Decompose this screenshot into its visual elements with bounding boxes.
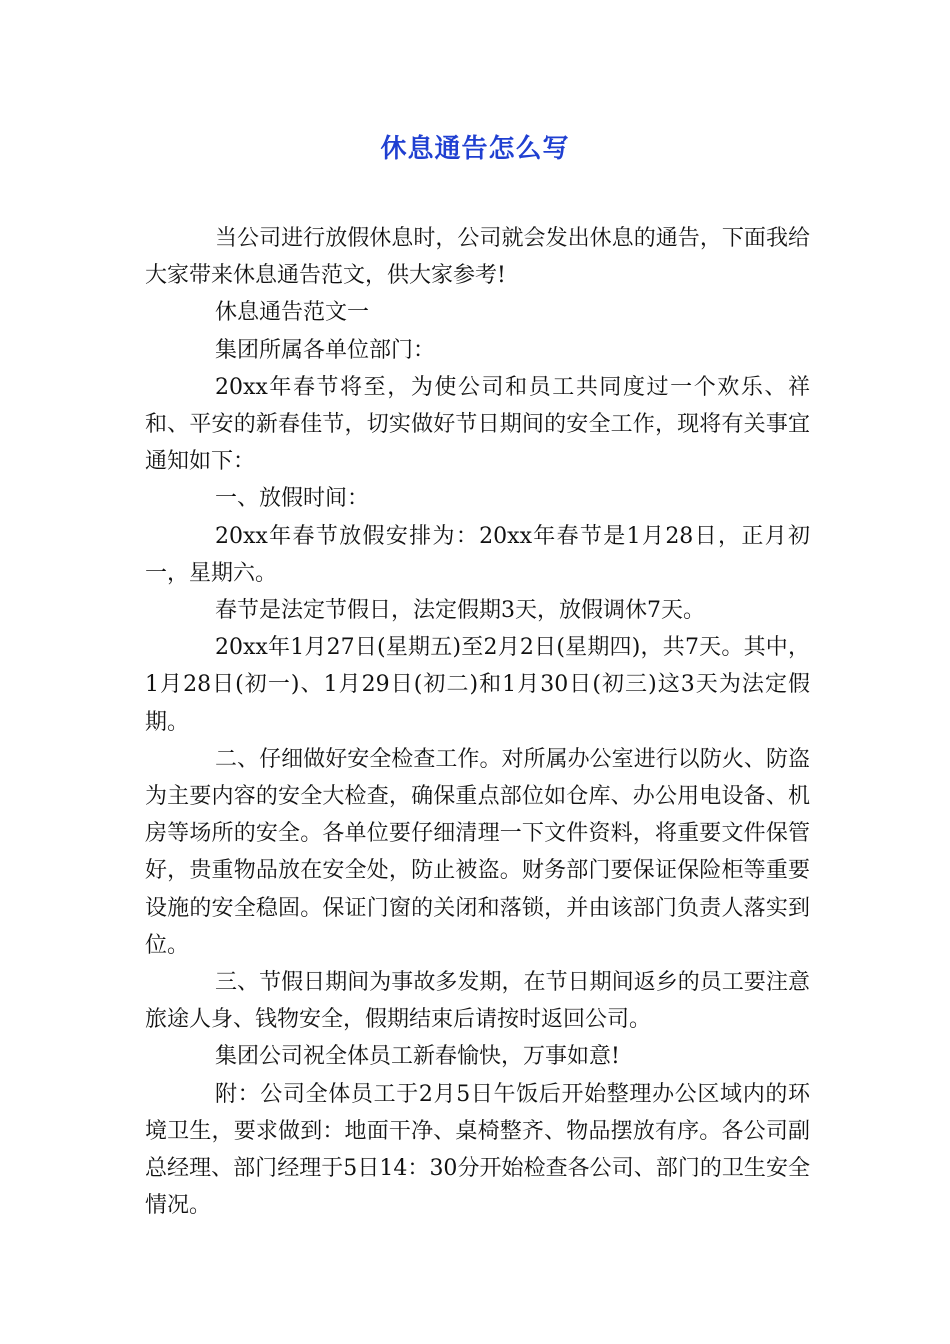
paragraph-intro: 当公司进行放假休息时，公司就会发出休息的通告，下面我给大家带来休息通告范文，供大家参考! (145, 226, 810, 289)
paragraph-section-one-heading: 一、放假时间： (215, 486, 370, 512)
paragraph-salutation: 集团所属各单位部门： (215, 337, 436, 363)
document-title: 休息通告怎么写 (380, 134, 570, 164)
paragraph-section-three-travel: 三、节假日期间为事故多发期，在节日期间返乡的员工要注意旅途人身、钱物安全，假期结束后请按时返回公司。 (145, 970, 810, 1033)
paragraph-holiday-arrangement: 20xx年春节放假安排为：20xx年春节是1月28日，正月初一，星期六。 (145, 523, 810, 586)
paragraph-holiday-dates: 20xx年1月27日(星期五)至2月2日(星期四)，共7天。其中，1月28日(初一)、1月29日(初二)和1月30日(初三)这3天为法定假期。 (145, 635, 810, 735)
paragraph-greeting: 集团公司祝全体员工新春愉快，万事如意! (215, 1044, 620, 1070)
paragraph-statutory-days: 春节是法定节假日，法定假期3天，放假调休7天。 (215, 598, 705, 624)
paragraph-sample-heading: 休息通告范文一 (215, 300, 370, 326)
document-body (145, 220, 810, 1224)
paragraph-appendix: 附：公司全体员工于2月5日午饭后开始整理办公区域内的环境卫生，要求做到：地面干净、桌椅整齐、物品摆放有序。各公司副总经理、部门经理于5日14：30分开始检查各公司、部门的卫生安全情况。 (145, 1081, 810, 1219)
paragraph-opening: 20xx年春节将至，为使公司和员工共同度过一个欢乐、祥和、平安的新春佳节，切实做好节日期间的安全工作，现将有关事宜通知如下： (145, 374, 810, 475)
paragraph-section-two-safety: 二、仔细做好安全检查工作。对所属办公室进行以防火、防盗为主要内容的安全大检查，确保重点部位如仓库、办公用电设备、机房等场所的安全。各单位要仔细清理一下文件资料，将重要文件保管好，贵重物品放在安全处，防止被盗。财务部门要保证保险柜等重要设施的安全稳固。保证门窗的关闭和落锁，并由该部门负责人落实到位。 (145, 746, 810, 958)
